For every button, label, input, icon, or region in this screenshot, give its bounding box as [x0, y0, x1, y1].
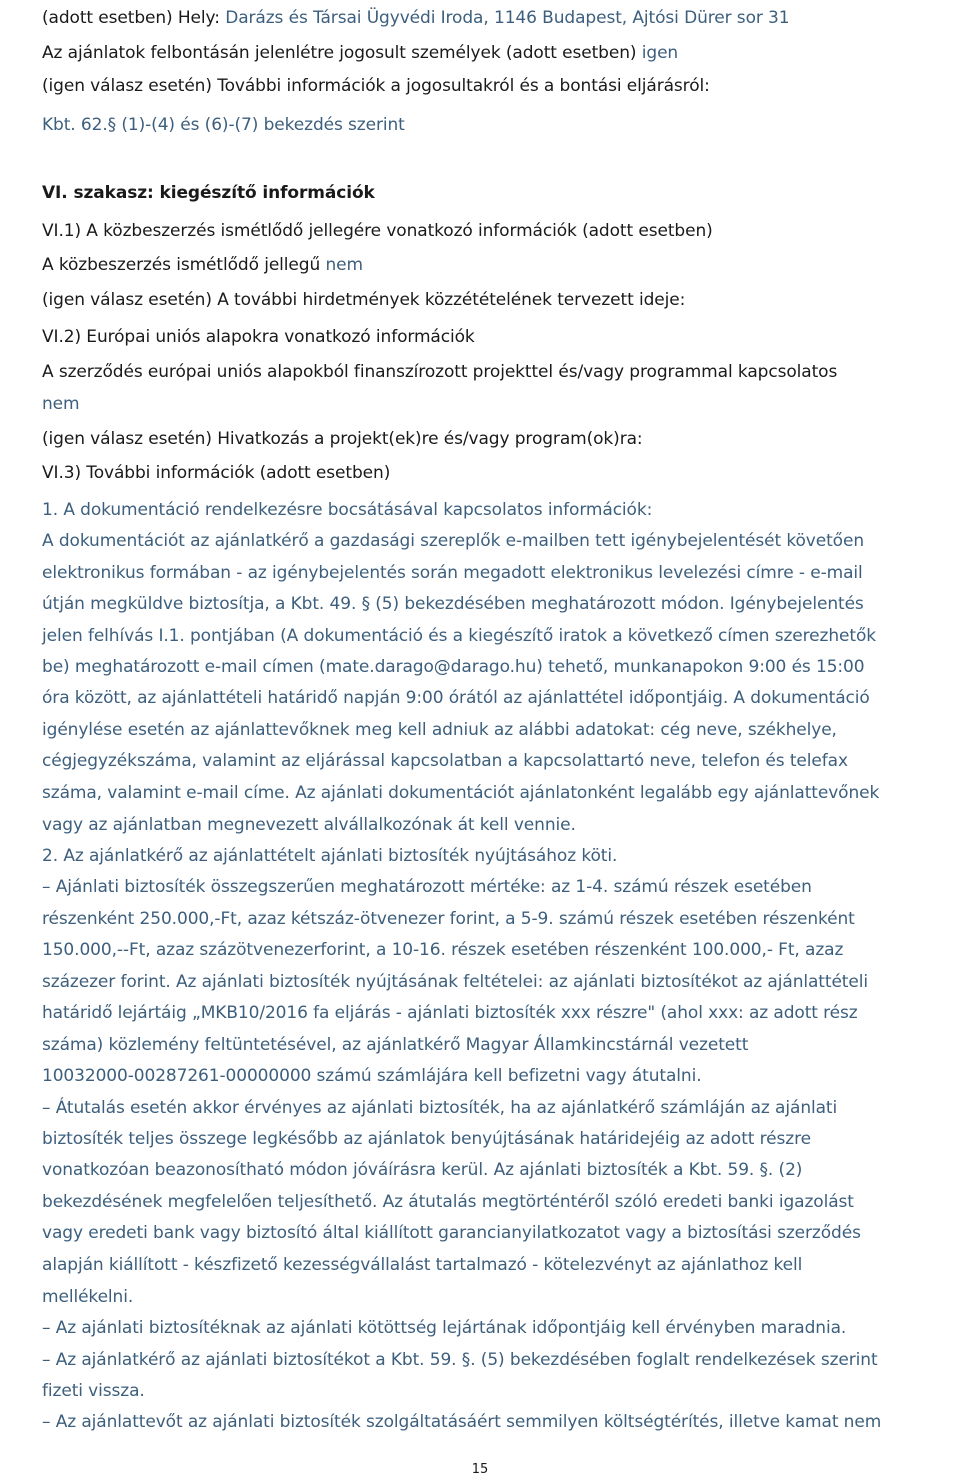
line-label: A szerződés európai uniós alapokból finanszírozott projekttel és/vagy programmal kapcsolatos [42, 362, 838, 382]
text-line [42, 1191, 854, 1213]
line-value: Darázs és Társai Ügyvédi Iroda, 1146 Budapest, Ajtósi Dürer sor 31 [225, 8, 790, 28]
line-value: százezer forint. Az ajánlati biztosíték nyújtásának feltételei: az ajánlati biztosítékot az ajánlattételi [42, 972, 868, 992]
text-line [42, 593, 864, 615]
text-line [42, 114, 405, 136]
line-value: A dokumentációt az ajánlatkérő a gazdasági szereplők e-mailben tett igénybejelentését követően [42, 531, 865, 551]
text-line [42, 1286, 133, 1308]
text-line [42, 530, 864, 552]
line-value: fizeti vissza. [42, 1381, 145, 1401]
line-label: VI. szakasz: kiegészítő információk [42, 183, 375, 203]
line-value: határidő lejártáig „MKB10/2016 fa eljárás - ajánlati biztosíték xxx részre" (ahol xxx: az adott rész [42, 1003, 858, 1023]
text-line [42, 254, 363, 276]
line-label: VI.1) A közbeszerzés ismétlődő jellegére vonatkozó információk (adott esetben) [42, 221, 713, 241]
line-value: – Ajánlati biztosíték összegszerűen meghatározott mértéke: az 1-4. számú részek esetében [42, 877, 812, 897]
text-line [42, 876, 812, 898]
text-line [42, 939, 843, 961]
line-value: 150.000,--Ft, azaz százötvenezerforint, a 10-16. részek esetében részenként 100.000,- Ft, azaz [42, 940, 844, 960]
text-line [42, 814, 576, 836]
text-line [42, 428, 643, 450]
line-label: (igen válasz esetén) Hivatkozás a projekt(ek)re és/vagy program(ok)ra: [42, 429, 643, 449]
line-value: 1. A dokumentáció rendelkezésre bocsátásával kapcsolatos információk: [42, 500, 653, 520]
line-label: A közbeszerzés ismétlődő jellegű [42, 255, 326, 275]
text-line [42, 1411, 881, 1433]
line-value: vagy az ajánlatban megnevezett alvállalkozónak át kell vennie. [42, 815, 576, 835]
text-line [42, 656, 864, 678]
line-value: – Az ajánlati biztosítéknak az ajánlati kötöttség lejártának időpontjáig kell érvényben maradnia. [42, 1318, 847, 1338]
text-line [42, 782, 879, 804]
text-line [42, 1034, 748, 1056]
text-line [42, 1254, 802, 1276]
text-line [42, 971, 868, 993]
text-line [42, 182, 375, 204]
line-value: 10032000-00287261-00000000 számú számlájára kell befizetni vagy átutalni. [42, 1066, 702, 1086]
text-line [42, 1128, 811, 1150]
text-line [42, 42, 678, 64]
line-value: bekezdésének megfelelően teljesíthető. Az átutalás megtörténtéről szóló eredeti banki igazolást [42, 1192, 854, 1212]
text-line [42, 1222, 861, 1244]
line-value: igen [641, 43, 679, 63]
line-label: VI.2) Európai uniós alapokra vonatkozó információk [42, 327, 475, 347]
text-line [42, 75, 710, 97]
text-line [42, 499, 652, 521]
text-line [42, 393, 80, 415]
text-line [42, 1380, 145, 1402]
text-line [42, 361, 837, 383]
text-line [42, 750, 848, 772]
page-number: 15 [471, 1462, 489, 1477]
text-line [42, 1349, 878, 1371]
line-value: Kbt. 62.§ (1)-(4) és (6)-(7) bekezdés szerint [42, 115, 405, 135]
text-line [42, 7, 790, 29]
line-value: mellékelni. [42, 1287, 134, 1307]
line-value: nem [325, 255, 363, 275]
line-value: be) meghatározott e-mail címen (mate.darago@darago.hu) tehető, munkanapokon 9:00 és 15:00 [42, 657, 865, 677]
line-value: alapján kiállított - készfizető kezességvállalást tartalmazó - kötelezvényt az ajánlathoz kell [42, 1255, 803, 1275]
line-value: részenként 250.000,-Ft, azaz kétszáz-ötvenezer forint, a 5-9. számú részek esetében részenként [42, 909, 855, 929]
text-line [42, 562, 863, 584]
line-label: (adott esetben) Hely: [42, 8, 226, 28]
text-line [42, 220, 713, 242]
line-value: óra között, az ajánlattételi határidő napján 9:00 órától az ajánlattétel időpontjáig. A dokumentáció [42, 688, 870, 708]
line-value: cégjegyzékszáma, valamint az eljárással kapcsolatban a kapcsolattartó neve, telefon és telefax [42, 751, 848, 771]
line-value: jelen felhívás I.1. pontjában (A dokumentáció és a kiegészítő iratok a következő címen szerezhetők [42, 626, 877, 646]
text-line [42, 845, 617, 867]
line-value: – Az ajánlattevőt az ajánlati biztosíték szolgáltatásáért semmilyen költségtérítés, illetve kamat nem [42, 1412, 882, 1432]
line-value: elektronikus formában - az igénybejelentés során megadott elektronikus levelezési címre - e-mail [42, 563, 863, 583]
text-line [42, 326, 475, 348]
line-value: vagy eredeti bank vagy biztosító által kiállított garancianyilatkozatot vagy a biztosítási szerződés [42, 1223, 861, 1243]
line-value: igénylése esetén az ajánlattevőknek meg kell adniuk az alábbi adatokat: cég neve, székhelye, [42, 720, 837, 740]
text-line [42, 462, 390, 484]
line-value: útján megküldve biztosítja, a Kbt. 49. § (5) bekezdésében meghatározott módon. Igénybejelentés [42, 594, 864, 614]
text-line [42, 687, 870, 709]
line-value: – Az ajánlatkérő az ajánlati biztosítékot a Kbt. 59. §. (5) bekezdésében foglalt rendelkezések szerint [42, 1350, 878, 1370]
line-value: biztosíték teljes összege legkésőbb az ajánlatok benyújtásának határidejéig az adott részre [42, 1129, 811, 1149]
line-label: VI.3) További információk (adott esetben) [42, 463, 391, 483]
text-line [42, 1002, 858, 1024]
text-line [42, 1097, 837, 1119]
text-line [42, 719, 837, 741]
text-line [42, 625, 876, 647]
line-label: Az ajánlatok felbontásán jelenlétre jogosult személyek (adott esetben) [42, 43, 642, 63]
line-value: nem [42, 394, 80, 414]
text-line [42, 1159, 802, 1181]
text-line [42, 289, 685, 311]
line-value: vonatkozóan beazonosítható módon jóváírásra kerül. Az ajánlati biztosíték a Kbt. 59. §. (2) [42, 1160, 803, 1180]
line-label: (igen válasz esetén) A további hirdetmények közzétételének tervezett ideje: [42, 290, 686, 310]
text-line [42, 1317, 846, 1339]
line-value: – Átutalás esetén akkor érvényes az ajánlati biztosíték, ha az ajánlatkérő számláján az ajánlati [42, 1098, 838, 1118]
line-value: 2. Az ajánlatkérő az ajánlattételt ajánlati biztosíték nyújtásához köti. [42, 846, 618, 866]
text-line [42, 1065, 702, 1087]
line-label: (igen válasz esetén) További információk a jogosultakról és a bontási eljárásról: [42, 76, 710, 96]
text-line [42, 908, 855, 930]
line-value: száma, valamint e-mail címe. Az ajánlati dokumentációt ajánlatonként legalább egy ajánlattevőnek [42, 783, 880, 803]
line-value: száma) közlemény feltüntetésével, az ajánlatkérő Magyar Államkincstárnál vezetett [42, 1035, 749, 1055]
